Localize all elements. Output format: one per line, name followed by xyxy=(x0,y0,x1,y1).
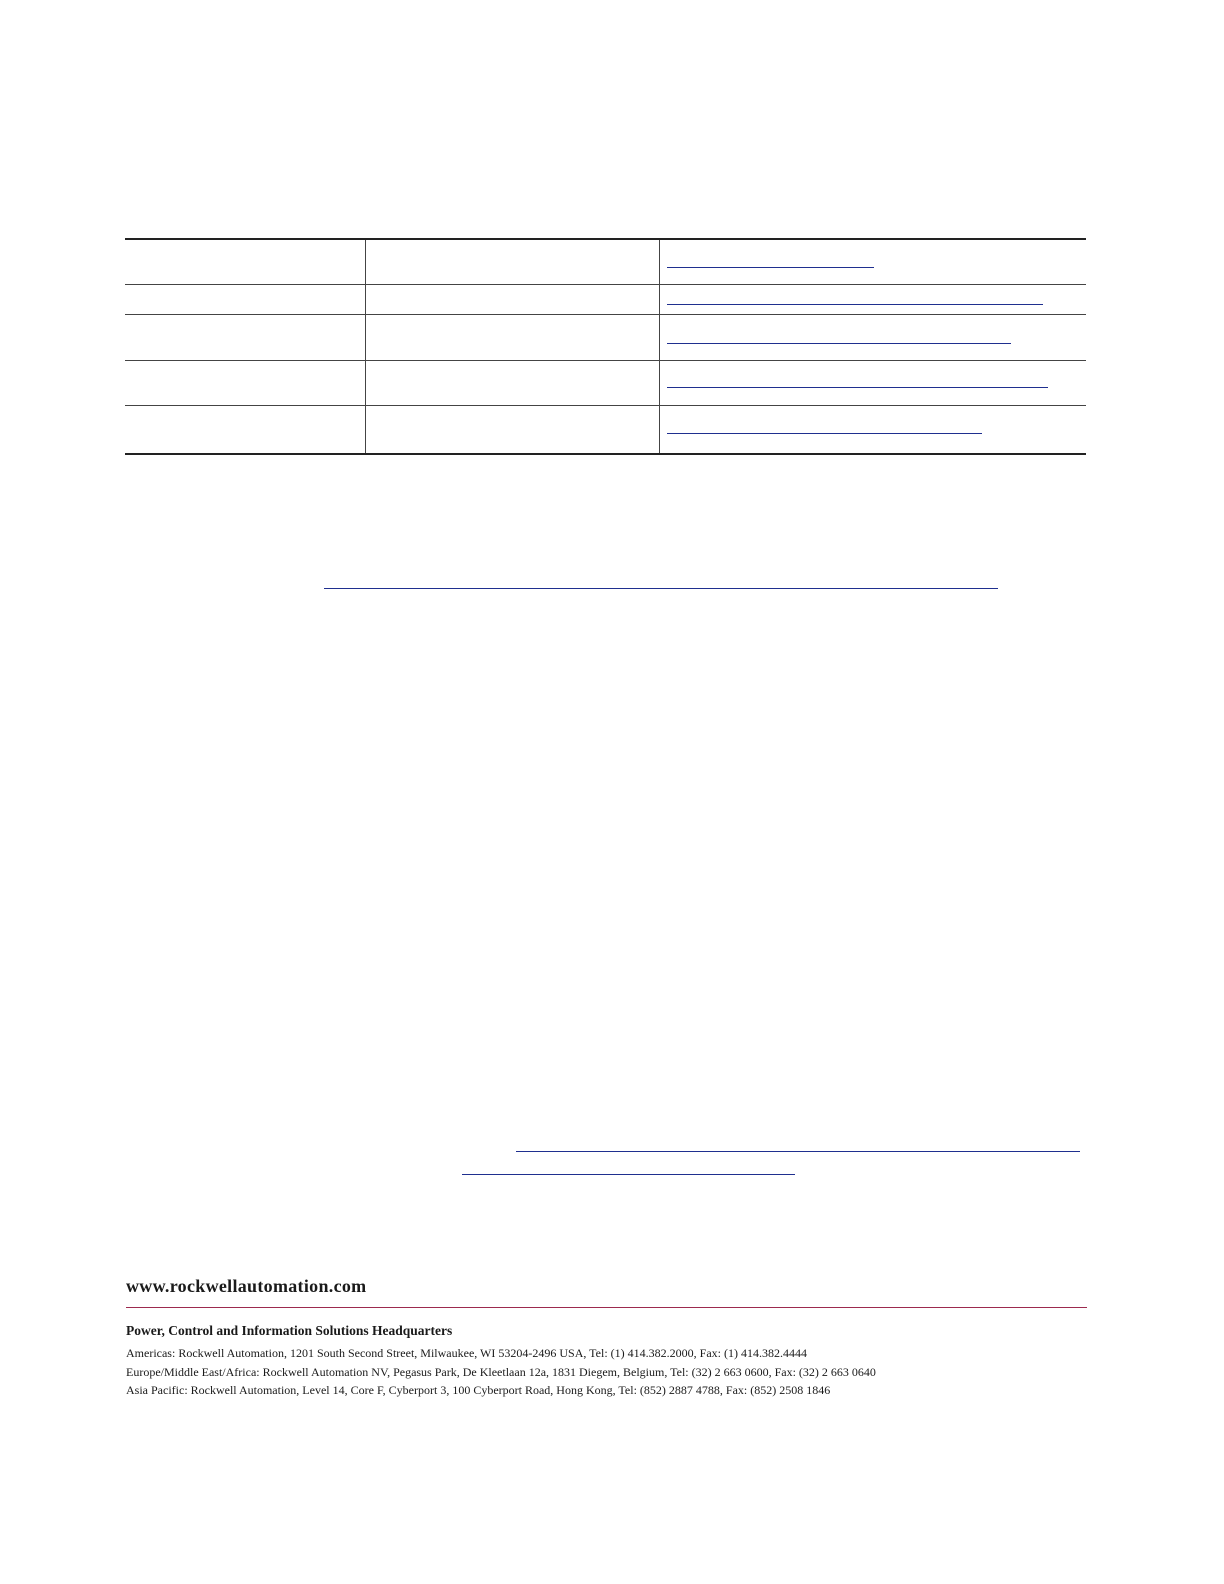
hyperlink[interactable] xyxy=(667,343,1011,344)
table-cell xyxy=(365,360,659,405)
table-cell xyxy=(125,314,365,360)
table-row xyxy=(125,314,1086,360)
table-cell xyxy=(365,405,659,454)
table-row xyxy=(125,405,1086,454)
address-emea: Europe/Middle East/Africa: Rockwell Automation NV, Pegasus Park, De Kleetlaan 12a, 1831 Diegem, Belgium, Tel: (32) 2 663 0600, Fax: (32) 2 663 0640 xyxy=(126,1365,876,1379)
table-link-cell[interactable] xyxy=(659,405,1086,454)
hyperlink[interactable] xyxy=(462,1174,795,1175)
table-cell xyxy=(125,405,365,454)
table-row xyxy=(125,360,1086,405)
address-asia-pacific: Asia Pacific: Rockwell Automation, Level 14, Core F, Cyberport 3, 100 Cyberport Road, Hong Kong, Tel: (852) 2887 4788, Fax: (852) 2508 1846 xyxy=(126,1383,831,1397)
table-row xyxy=(125,239,1086,284)
address-americas: Americas: Rockwell Automation, 1201 South Second Street, Milwaukee, WI 53204-2496 USA, Tel: (1) 414.382.2000, Fax: (1) 414.382.4444 xyxy=(126,1346,807,1360)
table-link-cell[interactable] xyxy=(659,239,1086,284)
hyperlink[interactable] xyxy=(667,433,982,434)
hyperlink[interactable] xyxy=(324,588,998,589)
footer-divider xyxy=(126,1307,1087,1308)
hyperlink[interactable] xyxy=(516,1151,1080,1152)
table-link-cell[interactable] xyxy=(659,360,1086,405)
headquarters-title: Power, Control and Information Solutions Headquarters xyxy=(126,1323,453,1338)
website-url[interactable]: www.rockwellautomation.com xyxy=(126,1276,367,1296)
table-cell xyxy=(365,239,659,284)
table-cell xyxy=(365,284,659,314)
table-cell xyxy=(125,284,365,314)
hyperlink[interactable] xyxy=(667,267,874,268)
hyperlink[interactable] xyxy=(667,387,1048,388)
table-cell xyxy=(365,314,659,360)
table-cell xyxy=(125,360,365,405)
table-row xyxy=(125,284,1086,314)
hyperlink[interactable] xyxy=(667,304,1043,305)
table-cell xyxy=(125,239,365,284)
table-link-cell[interactable] xyxy=(659,284,1086,314)
table-link-cell[interactable] xyxy=(659,314,1086,360)
support-table xyxy=(125,238,1086,455)
